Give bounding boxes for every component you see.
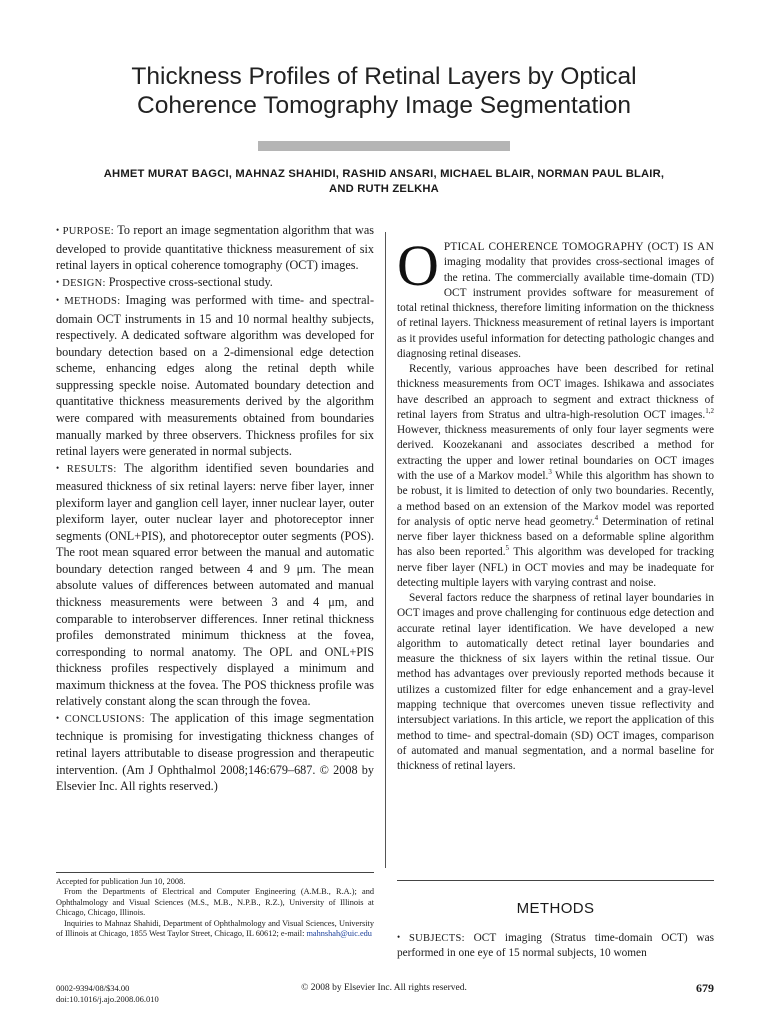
- bullet-icon: •: [56, 462, 60, 473]
- purpose-text: To report an image segmentation algorithm that was developed to provide quantitative thickness measurement of six retinal layers in optical coherence tomography (OCT) images.: [56, 223, 375, 273]
- subjects-text: OCT imaging (Stratus time-domain OCT) was performed in one eye of 15 normal subjects, 10 women: [397, 932, 715, 960]
- footer-copyright: © 2008 by Elsevier Inc. All rights reserved.: [301, 983, 467, 993]
- footer-identifiers: [56, 983, 159, 1005]
- intro-paragraph-3: Several factors reduce the sharpness of retinal layer boundaries in OCT images and prove challenging for continuous edge detection and accurate retinal layer identification. We have developed a new algorithm to automatically detect retinal layer boundaries and measure the thickness of six layers within the retinal tissue. Our method has advantages over previously reported methods because it utilizes a customized filter for edge enhancement and a gray-level mapping technique that overcomes uneven tissue reflectivity and intersubject variations. In this article, we report the application of this method to time- and spectral-domain (SD) OCT images, comparison of automated and manual segmentation, and a normal baseline for thickness of retinal layers.: [397, 592, 714, 773]
- footnote-rule: [56, 872, 374, 873]
- drop-cap: O: [397, 233, 439, 298]
- intro-p2-text: Recently, various approaches have been described for retinal thickness measurements from OCT images. Ishikawa and associates have described an approach to segment and extract thickness of retinal layers from Stratus and ultra-high-resolution OCT images.: [397, 363, 714, 421]
- introduction: [397, 233, 714, 774]
- intro-p2-text: This algorithm was developed for tracking nerve fiber layer (NFL) in OCT movies and may be inadequate for detecting multiple layers with varying contrast and noise.: [397, 546, 714, 589]
- intro-p1-text: imaging modality that provides cross-sectional images of the retina. The commercially available time-domain (TD) OCT instrument provides software for measurement of total retinal thickness, therefore limiting information on the thickness of retinal layers. Thickness measurement of retinal layers is important as it provides useful information for detecting pathologic changes and diagnosing retinal diseases.: [397, 256, 714, 360]
- conclusions-text: The application of this image segmentation technique is promising for investigating thickness changes of retinal layers attributable to disease progression and therapeutic intervention. (Am J Ophthalmol 2008;146:679–687. © 2008 by Elsevier Inc. All rights reserved.): [56, 710, 375, 794]
- methods-section: [397, 930, 714, 962]
- design-text: Prospective cross-sectional study.: [105, 274, 273, 289]
- column-divider: [385, 232, 386, 868]
- abstract-results: [56, 460, 374, 710]
- purpose-label: PURPOSE:: [62, 226, 115, 237]
- footnote-accepted: Accepted for publication Jun 10, 2008.: [56, 877, 186, 886]
- bullet-icon: •: [56, 225, 60, 235]
- intro-p2-text: While this algorithm has shown to be robust, it is limited to detection of only two boundaries. Recently, a method based on an extension of the Markov model was reported for analysis of optic nerve head geometry.: [397, 469, 714, 528]
- methods-label: METHODS:: [64, 296, 121, 308]
- intro-p2-text: However, thickness measurements of only four layer segments were derived. Koozekanani and associates described a method for extracting the upper and lower retinal boundaries on OCT images with the use of a Markov model.: [397, 424, 714, 482]
- methods-rule: [397, 880, 714, 881]
- bullet-icon: •: [56, 712, 60, 723]
- methods-subjects: [397, 930, 714, 962]
- footer-doi: doi:10.1016/j.ajo.2008.06.010: [56, 994, 159, 1004]
- footnote-inquiries-text: Inquiries to Mahnaz Shahidi, Department of Ophthalmology and Visual Sciences, University of Illinois at Chicago, 1855 West Taylor Street, Chicago, IL 60612; e-mail:: [56, 918, 374, 939]
- design-label: DESIGN:: [62, 277, 106, 289]
- abstract-methods: [56, 292, 374, 459]
- bullet-icon: •: [56, 276, 60, 287]
- citation-ref[interactable]: 1,2: [705, 407, 714, 416]
- intro-p2-text: Determination of retinal nerve fiber layer thickness based on a deformable spline algorithm has also been reported.: [397, 515, 714, 559]
- methods-heading: METHODS: [516, 900, 595, 917]
- bullet-icon: •: [397, 932, 401, 942]
- title-decorative-bar: [258, 141, 510, 151]
- citation-ref[interactable]: 5: [505, 544, 510, 553]
- abstract-design: [56, 274, 374, 293]
- subjects-label: SUBJECTS:: [409, 933, 465, 944]
- title-line-1: Thickness Profiles of Retinal Layers by Optical: [131, 63, 637, 90]
- bullet-icon: •: [56, 295, 60, 306]
- intro-paragraph-2: [397, 362, 714, 591]
- abstract-conclusions: [56, 710, 374, 795]
- footnote-inquiries: [56, 919, 374, 940]
- results-label: RESULTS:: [66, 463, 117, 475]
- intro-paragraph-1: [397, 233, 714, 362]
- intro-lead-smallcaps: PTICAL COHERENCE TOMOGRAPHY (OCT) IS AN: [443, 241, 714, 253]
- email-link[interactable]: mahnshah@uic.edu: [306, 929, 372, 939]
- authors-line-2: AND RUTH ZELKHA: [329, 183, 439, 195]
- footnote: [56, 877, 374, 939]
- footer-issn: 0002-9394/08/$34.00: [56, 983, 130, 993]
- title-line-2: Coherence Tomography Image Segmentation: [137, 92, 631, 119]
- methods-text: Imaging was performed with time- and spectral-domain OCT instruments in 15 and 10 normal healthy subjects, respectively. A dedicated software algorithm was developed for boundary detection based on a 2-dimensional edge detection scheme, enhancing edges along the retinal depth while suppressing speckle noise. Automated boundary detection and quantitative thickness measurements derived by the algorithm were compared with measurements obtained from boundaries manually marked by three observers. Thickness profiles for six retinal layers were generated in normal subjects.: [56, 293, 374, 459]
- conclusions-label: CONCLUSIONS:: [64, 713, 145, 725]
- results-text: The algorithm identified seven boundaries and measured thickness of six retinal layers: nerve fiber layer, inner plexiform layer and ganglion cell layer, inner nuclear layer, outer plexiform layer, outer nuclear layer and photoreceptor inner segments (ONL+PIS), and photoreceptor outer segments (POS). The root mean squared error between the manual and automatic boundary detection ranged between 4 and 9 μm. The mean absolute values of differences between automated and manual thickness measurements were between 3 and 4 μm, and comparable to interobserver differences. Inner retinal thickness profiles demonstrated minimum thickness at the fovea, corresponding to normal anatomy. The OPL and ONL+PIS thickness profiles respectively displayed a minimum and maximum thickness at the fovea. The POS thickness profile was relatively constant along the scan through the fovea.: [56, 460, 375, 709]
- authors-line-1: AHMET MURAT BAGCI, MAHNAZ SHAHIDI, RASHID ANSARI, MICHAEL BLAIR, NORMAN PAUL BLAIR,: [103, 168, 665, 180]
- footnote-affiliations: From the Departments of Electrical and Computer Engineering (A.M.B., R.A.); and Ophthalmology and Visual Sciences (M.S., M.B., N.P.B., R.Z.), University of Illinois at Chicago, Chicago, Illinois.: [56, 887, 374, 918]
- author-list: [50, 167, 718, 197]
- abstract-purpose: [56, 222, 374, 274]
- citation-ref[interactable]: 3: [548, 468, 552, 477]
- abstract: [56, 222, 374, 795]
- citation-ref[interactable]: 4: [594, 514, 599, 523]
- article-title: [60, 62, 708, 120]
- page-number: 679: [696, 981, 714, 995]
